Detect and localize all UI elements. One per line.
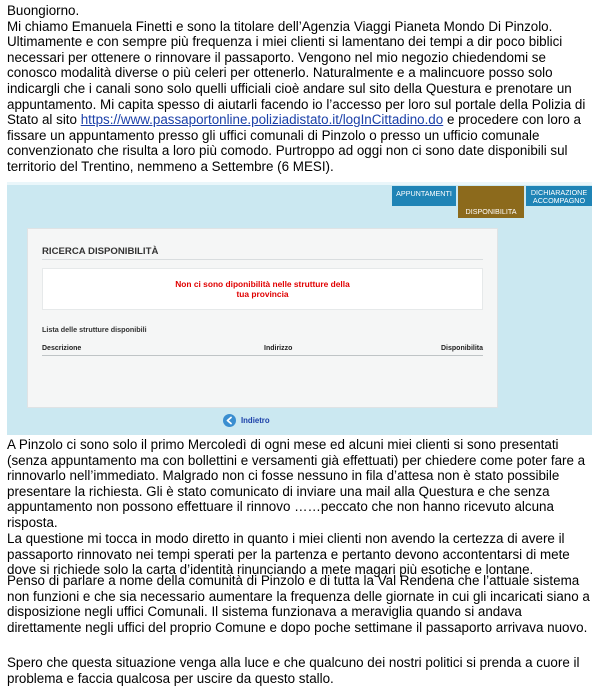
arrow-left-icon xyxy=(223,414,236,427)
no-availability-notice xyxy=(42,268,483,310)
search-availability-panel xyxy=(27,228,498,408)
column-header-disponibilita: Disponibilita xyxy=(441,345,483,352)
column-header-indirizzo: Indirizzo xyxy=(264,345,293,352)
panel-title: RICERCA DISPONIBILITÀ xyxy=(42,246,159,257)
panel-divider xyxy=(42,259,483,260)
body-paragraph-4: Penso di parlare a nome della comunità di Pinzolo e di tutta la Val Rendena che l’attuale sistema non funzioni e che sia necessario aumentare la frequenza delle giornate in cui gli incaricati siano a disposizione negli uffici Comunali. Il sistema funzionava a meraviglia quando si andava direttamente negli uffici del proprio Comune e dopo poche settimane il passaporto arrivava nuovo. xyxy=(7,573,590,635)
structures-table-header xyxy=(42,343,483,356)
body-paragraph-2: A Pinzolo ci sono solo il primo Mercoledì di ogni mese ed alcuni miei clienti si sono presentati (senza appuntamento ma con bollettini e versamenti già effettuati) per chiedere come poter fare a rinnovarlo nell’immediato. Malgrado non ci fosse nessuno in fila d’attesa non è stato possibile presentare la richiesta. Gli è stato comunicato di inviare una mail alla Questura e che senza appuntamento non possono effettuare il rinnovo ……peccato che non hanno ricevuto alcuna risposta. xyxy=(7,437,586,530)
intro-paragraph xyxy=(7,3,595,175)
intro-text-after-link: e procedere con loro a fissare un appuntamento presso gli uffici comunali di Pinzolo o presso un ufficio comunale convenzionato che risulta a loro più comodo. Purtroppo ad oggi non ci sono date disponibili sul territorio del Trentino, nemmeno a Settembre (6 MESI). xyxy=(7,112,581,174)
column-header-descrizione: Descrizione xyxy=(42,345,82,352)
tab-disponibilita[interactable]: DISPONIBILITA xyxy=(458,186,524,218)
body-paragraph-3: La questione mi tocca in modo diretto in quanto i miei clienti non avendo la certezza di avere il passaporto rinnovato nei tempi sperati per la partenza e pertanto devono accontentarsi di mete dove si richiede solo la carta d’identità rinunciando a mete magari più esotiche e lontane. xyxy=(7,531,570,578)
structures-list-title: Lista delle strutture disponibili xyxy=(42,325,147,334)
tab-appuntamenti[interactable]: APPUNTAMENTI xyxy=(392,186,456,206)
notice-line-2: tua provincia xyxy=(236,289,289,299)
screenshot-top-strip xyxy=(7,182,592,185)
intro-text-before-link: Buongiorno. Mi chiamo Emanuela Finetti e sono la titolare dell’Agenzia Viaggi Pianeta Mondo Di Pinzolo. Ultimamente e con sempre più frequenza i miei clienti si lamentano dei tempi a dir poco biblici necessari per ottenere o rinnovare il passaporto. Vengono nel mio negozio chiedendomi se conosco modalità diverse o più celeri per ottenerlo. Naturalmente e a malincuore posso solo indicargli che i canali sono solo quelli ufficiali cioè andare sul sito della Questura e prenotare un appuntamento. Mi capita spesso di aiutarli facendo io l’accesso per loro sul portale della Polizia di Stato al sito xyxy=(7,3,586,128)
tab-dichiarazione-accompagno[interactable]: DICHIARAZIONE ACCOMPAGNO xyxy=(526,186,592,206)
embedded-portal-screenshot xyxy=(7,182,592,435)
body-paragraph-5: Spero che questa situazione venga alla luce e che qualcuno dei nostri politici si prenda a cuore il problema e faccia qualcosa per uscire da questo stallo. xyxy=(7,655,580,686)
back-button-label: Indietro xyxy=(241,416,270,425)
passport-portal-link[interactable]: https://www.passaportonline.poliziadistato.it/logInCittadino.do xyxy=(80,112,444,128)
notice-line-1: Non ci sono diponibilità nelle strutture della xyxy=(175,279,350,289)
